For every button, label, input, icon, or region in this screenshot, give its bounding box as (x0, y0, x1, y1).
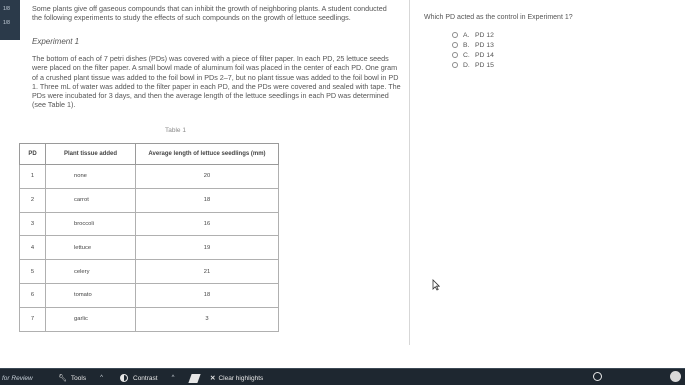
table-row (20, 236, 279, 260)
question-prompt: Which PD acted as the control in Experiment 1? (424, 14, 573, 21)
chevron-up-icon: ^ (171, 375, 175, 381)
cell-pd: 4 (20, 236, 46, 260)
answer-option-d[interactable] (452, 60, 494, 70)
close-icon: ✕ (210, 375, 216, 382)
cell-pd: 1 (20, 165, 46, 189)
cell-length: 3 (136, 307, 279, 331)
option-letter: C. (463, 51, 470, 59)
radio-icon[interactable] (452, 32, 458, 38)
cell-tissue: tomato (46, 283, 136, 307)
radio-icon[interactable] (452, 52, 458, 58)
contrast-label: Contrast (133, 374, 158, 382)
table-row (20, 260, 279, 284)
question-nav-sidebar[interactable] (0, 0, 20, 40)
cell-tissue: none (46, 165, 136, 189)
user-avatar[interactable] (670, 371, 681, 382)
table-row (20, 188, 279, 212)
pane-divider[interactable] (409, 0, 410, 345)
option-text: PD 14 (475, 51, 494, 59)
experiment-description: The bottom of each of 7 petri dishes (PDs) was covered with a piece of filter paper. In each PD, 25 lettuce seeds were placed on the filter paper. A small bowl made of aluminum foil was placed in the center of each PD. One gram of a crushed plant tissue was added to the foil bowl in PDs 2–7, but no plant tissue was added to the foil bowl in PD 1. Three mL of water was added to the filter paper in each PD, and the PDs were covered and sealed with tape. The PDs were incubated for 3 days, and then the average length of the lettuce seedlings in each PD was determined (see Table 1). (32, 54, 401, 110)
nav-marker-1[interactable]: 1/8 (3, 6, 10, 12)
cell-tissue: celery (46, 260, 136, 284)
cell-pd: 3 (20, 212, 46, 236)
option-letter: D. (463, 61, 470, 69)
bottom-toolbar (0, 368, 685, 385)
results-table (19, 143, 279, 332)
tools-menu-button[interactable] (58, 372, 103, 384)
table-header-row (20, 144, 279, 165)
contrast-icon (120, 374, 128, 382)
column-header-pd: PD (20, 144, 46, 165)
answer-option-a[interactable] (452, 30, 494, 40)
help-icon[interactable] (593, 372, 602, 381)
answer-option-c[interactable] (452, 50, 494, 60)
tools-label: Tools (70, 374, 87, 382)
option-text: PD 12 (475, 31, 494, 39)
cell-pd: 7 (20, 307, 46, 331)
option-text: PD 15 (475, 61, 494, 69)
radio-icon[interactable] (452, 42, 458, 48)
chevron-up-icon: ^ (100, 375, 103, 381)
cell-pd: 2 (20, 188, 46, 212)
table-row (20, 283, 279, 307)
answer-option-b[interactable] (452, 40, 494, 50)
answer-options (452, 30, 494, 70)
option-letter: A. (463, 31, 470, 39)
table-row (20, 307, 279, 331)
review-label: for Review (2, 374, 33, 382)
table-caption: Table 1 (165, 127, 186, 134)
clear-highlights-label: Clear highlights (218, 374, 264, 382)
option-text: PD 13 (475, 41, 494, 49)
table-row (20, 212, 279, 236)
experiment-heading: Experiment 1 (32, 37, 80, 46)
cell-tissue: lettuce (46, 236, 136, 260)
column-header-tissue: Plant tissue added (46, 144, 136, 165)
cell-tissue: carrot (46, 188, 136, 212)
column-header-length: Average length of lettuce seedlings (mm) (136, 144, 279, 165)
option-letter: B. (463, 41, 470, 49)
table-row (20, 165, 279, 189)
cell-length: 18 (136, 283, 279, 307)
cell-pd: 6 (20, 283, 46, 307)
radio-icon[interactable] (452, 62, 458, 68)
cell-length: 21 (136, 260, 279, 284)
highlighter-icon[interactable] (189, 374, 201, 383)
clear-highlights-button[interactable] (210, 372, 263, 384)
mark-for-review-button[interactable] (2, 372, 33, 384)
cell-pd: 5 (20, 260, 46, 284)
cell-length: 16 (136, 212, 279, 236)
cell-tissue: garlic (46, 307, 136, 331)
wrench-icon: 🔧︎ (58, 375, 67, 382)
passage-intro: Some plants give off gaseous compounds that can inhibit the growth of neighboring plants. A student conducted the following experiments to study the effects of such compounds on the growth of lettuce seedlings. (32, 4, 387, 23)
cell-length: 18 (136, 188, 279, 212)
contrast-menu-button[interactable] (120, 372, 205, 384)
nav-marker-2[interactable]: 1/8 (3, 20, 10, 26)
cell-tissue: broccoli (46, 212, 136, 236)
cell-length: 19 (136, 236, 279, 260)
mouse-cursor-icon (432, 279, 440, 291)
cell-length: 20 (136, 165, 279, 189)
